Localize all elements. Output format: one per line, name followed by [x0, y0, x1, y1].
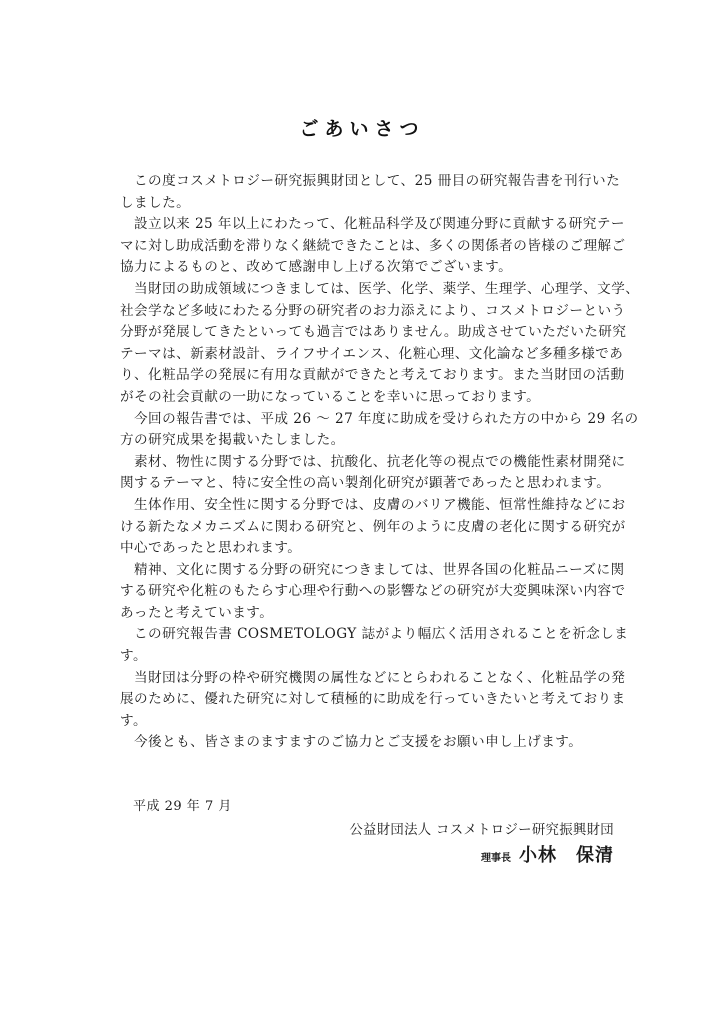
- body-line: する研究や化粧のもたらす心理や行動への影響などの研究が大変興味深い内容で: [120, 583, 626, 600]
- document-title: ごあいさつ: [299, 118, 425, 140]
- body-line: 中心であったと思われます。: [120, 540, 302, 557]
- body-line: 今後とも、皆さまのますますのご協力とご支援をお願い申し上げます。: [134, 734, 583, 751]
- body-line: 今回の報告書では、平成 26 ～ 27 年度に助成を受けられた方の中から 29 名の: [134, 410, 639, 427]
- body-line: り、化粧品学の発展に有用な貢献ができたと考えております。また当財団の活動: [120, 367, 625, 384]
- body-line: テーマは、新素材設計、ライフサイエンス、化粧心理、文化論など多種多様であ: [120, 345, 624, 362]
- body-line: 設立以来 25 年以上にわたって、化粧品科学及び関連分野に貢献する研究テー: [134, 216, 625, 233]
- body-line: この度コスメトロジー研究振興財団として、25 冊目の研究報告書を刊行いた: [134, 173, 621, 189]
- body-line: 社会学など多岐にわたる分野の研究者のお力添えにより、コスメトロジーという: [120, 302, 626, 319]
- body-line: 当財団の助成領域につきましては、医学、化学、薬学、生理学、心理学、文学、: [134, 280, 640, 297]
- document-date: 平成 29 年 7 月: [133, 799, 232, 814]
- body-line: 展のために、優れた研究に対して積極的に助成を行っていきたいと考えておりま: [120, 691, 626, 708]
- body-line: マに対し助成活動を滞りなく継続できたことは、多くの関係者の皆様のご理解ご: [120, 237, 626, 254]
- body-line: この研究報告書 COSMETOLOGY 誌がより幅広く活用されることを祈念しま: [134, 626, 629, 643]
- body-line: 方の研究成果を掲載いたしました。: [120, 432, 345, 449]
- document-body: [120, 171, 640, 754]
- body-line: あったと考えています。: [120, 604, 274, 621]
- body-line: 分野が発展してきたといっても過言ではありません。助成させていただいた研究: [120, 324, 627, 341]
- body-line: す。: [120, 712, 147, 729]
- body-line: 素材、物性に関する分野では、抗酸化、抗老化等の視点での機能性素材開発に: [134, 453, 626, 470]
- body-line: 生体作用、安全性に関する分野では、皮膚のバリア機能、恒常性維持などにお: [134, 496, 626, 513]
- organization-name: 公益財団法人 コスメトロジー研究振興財団: [349, 823, 614, 838]
- signatory-role: 理事長: [481, 853, 511, 864]
- body-line: 精神、文化に関する分野の研究につきましては、世界各国の化粧品ニーズに関: [134, 561, 625, 578]
- signatory-name: 小林 保清: [519, 845, 614, 866]
- body-line: 関するテーマと、特に安全性の高い製剤化研究が顕著であったと思われます。: [120, 475, 611, 492]
- body-line: ける新たなメカニズムに関わる研究と、例年のように皮膚の老化に関する研究が: [120, 518, 626, 535]
- body-line: 当財団は分野の枠や研究機関の属性などにとらわれることなく、化粧品学の発: [134, 669, 626, 686]
- signature-block: [481, 841, 614, 867]
- body-line: 協力によるものと、改めて感謝申し上げる次第でございます。: [120, 259, 513, 276]
- body-line: す。: [120, 648, 147, 665]
- body-line: しました。: [120, 194, 191, 211]
- body-line: がその社会貢献の一助になっていることを幸いに思っております。: [120, 388, 541, 405]
